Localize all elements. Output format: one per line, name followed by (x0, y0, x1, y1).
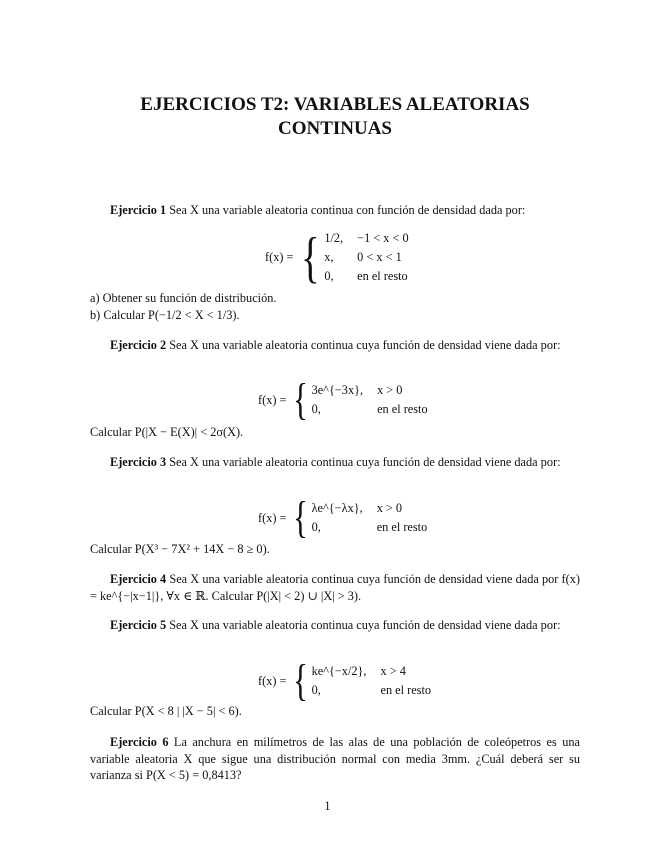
ejercicio-4-statement: Ejercicio 4 Sea X una variable aleatoria continua cuya función de densidad viene dada por f(x) = ke^{−|x−1|}, ∀x ∈ ℝ. Calcular P(|X| < 2) ∪ |X| > 3). (90, 572, 580, 603)
ejercicio-2-statement: Ejercicio 2 Sea X una variable aleatoria continua cuya función de densidad viene dada por: (110, 338, 561, 352)
left-brace: { (293, 656, 309, 705)
ejercicio-5-statement: Ejercicio 5 Sea X una variable aleatoria continua cuya función de densidad viene dada por: (110, 618, 561, 632)
ejercicio-3-equation: f(x) = { λe^{−λx}, x > 0 0, en el resto (258, 493, 428, 542)
left-brace: { (293, 493, 309, 542)
ejercicio-1-equation: f(x) = { 1/2, −1 < x < 0 x, 0 < x < 1 0, en el resto (265, 226, 409, 289)
ejercicio-2-equation: f(x) = { 3e^{−3x}, x > 0 0, en el resto (258, 375, 428, 424)
ejercicio-6-statement: Ejercicio 6 La anchura en milímetros de las alas de una población de coleópetros es una variable aleatoria X que sigue una distribución normal con media 3mm. ¿Cuál deberá ser su varianza si P(X < 5) = 0,8413? (90, 735, 580, 782)
ejercicio-3-question: Calcular P(X³ − 7X² + 14X − 8 ≥ 0). (90, 542, 270, 556)
ejercicio-3-statement: Ejercicio 3 Sea X una variable aleatoria continua cuya función de densidad viene dada por: (110, 455, 561, 469)
page-title: EJERCICIOS T2: VARIABLES ALEATORIAS CONTINUAS (140, 94, 530, 139)
ejercicio-5-question: Calcular P(X < 8 | |X − 5| < 6). (90, 704, 242, 718)
ejercicio-1-item-b: b) Calcular P(−1/2 < X < 1/3). (90, 308, 240, 322)
ejercicio-1-item-a: a) Obtener su función de distribución. (90, 291, 277, 305)
page-number: 1 (324, 799, 331, 813)
left-brace: { (301, 226, 321, 289)
ejercicio-5-equation: f(x) = { ke^{−x/2}, x > 4 0, en el resto (258, 656, 432, 705)
ejercicio-1-statement: Ejercicio 1 Sea X una variable aleatoria continua con función de densidad dada por: (110, 203, 526, 217)
ejercicio-2-question: Calcular P(|X − E(X)| < 2σ(X). (90, 425, 244, 439)
left-brace: { (293, 375, 309, 424)
